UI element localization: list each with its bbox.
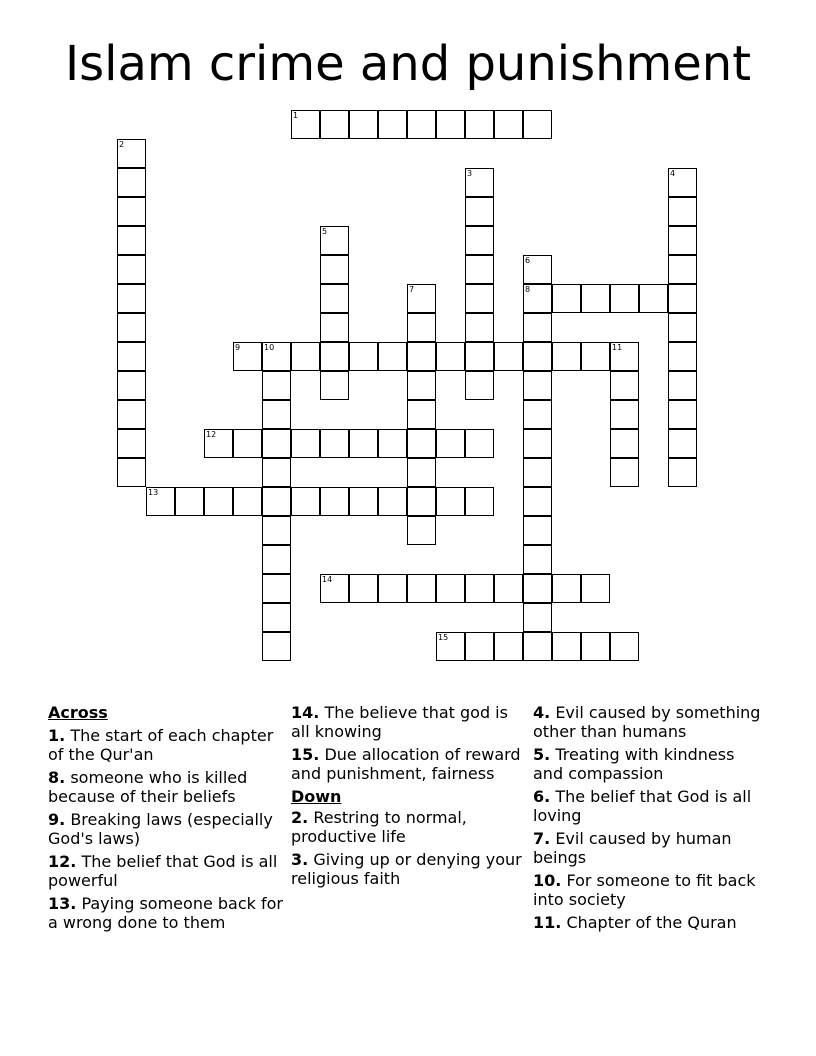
grid-cell[interactable]: [465, 168, 494, 197]
grid-cell[interactable]: [610, 632, 639, 661]
clue-text: The belief that God is all loving: [533, 787, 752, 825]
cell-number: 14: [322, 575, 333, 584]
grid-cell[interactable]: [262, 516, 291, 545]
clue-column-1: [48, 703, 284, 936]
grid-cell[interactable]: [465, 197, 494, 226]
clue-text: For someone to fit back into society: [533, 871, 756, 909]
grid-cell[interactable]: [407, 429, 436, 458]
grid-cell[interactable]: [465, 313, 494, 342]
cell-number: 15: [438, 633, 449, 642]
grid-cell[interactable]: [668, 255, 697, 284]
grid-cell[interactable]: [523, 371, 552, 400]
grid-cell[interactable]: [465, 284, 494, 313]
grid-cell[interactable]: [465, 429, 494, 458]
grid-cell[interactable]: [146, 487, 175, 516]
cell-number: 4: [670, 169, 676, 178]
grid-cell[interactable]: [668, 226, 697, 255]
clue-number: 12.: [48, 852, 77, 871]
grid-cell[interactable]: [117, 400, 146, 429]
clue-number: 8.: [48, 768, 66, 787]
grid-cell[interactable]: [117, 371, 146, 400]
cell-number: 12: [206, 430, 217, 439]
cell-number: 7: [409, 285, 415, 294]
grid-cell[interactable]: [523, 632, 552, 661]
grid-cell[interactable]: [407, 313, 436, 342]
grid-cell[interactable]: [233, 342, 262, 371]
clue-text: The believe that god is all knowing: [291, 703, 508, 741]
clue-number: 10.: [533, 871, 562, 890]
grid-cell[interactable]: [233, 487, 262, 516]
clue-across-8: [48, 768, 284, 806]
grid-cell[interactable]: [175, 487, 204, 516]
cell-number: 9: [235, 343, 241, 352]
grid-cell[interactable]: [117, 284, 146, 313]
clue-number: 15.: [291, 745, 320, 764]
clue-number: 2.: [291, 808, 309, 827]
page-title: Islam crime and punishment: [64, 36, 752, 92]
clue-text: Breaking laws (especially God's laws): [48, 810, 273, 848]
clue-text: Chapter of the Quran: [566, 913, 737, 932]
grid-cell[interactable]: [668, 371, 697, 400]
grid-cell[interactable]: [407, 371, 436, 400]
grid-cell[interactable]: [523, 342, 552, 371]
cell-number: 2: [119, 140, 125, 149]
grid-cell[interactable]: [117, 168, 146, 197]
grid-cell[interactable]: [610, 342, 639, 371]
grid-cell[interactable]: [262, 342, 291, 371]
grid-cell[interactable]: [320, 342, 349, 371]
cell-number: 6: [525, 256, 531, 265]
grid-cell[interactable]: [436, 632, 465, 661]
grid-cell[interactable]: [523, 313, 552, 342]
grid-cell[interactable]: [262, 574, 291, 603]
grid-cell[interactable]: [523, 400, 552, 429]
grid-cell[interactable]: [436, 487, 465, 516]
clue-down-3: [291, 850, 527, 888]
grid-cell[interactable]: [320, 110, 349, 139]
grid-cell[interactable]: [117, 197, 146, 226]
grid-cell[interactable]: [610, 400, 639, 429]
clue-text: Giving up or denying your religious faith: [291, 850, 522, 888]
across-heading: Across: [48, 703, 108, 722]
grid-cell[interactable]: [494, 342, 523, 371]
grid-cell[interactable]: [262, 458, 291, 487]
grid-cell[interactable]: [117, 429, 146, 458]
grid-cell[interactable]: [523, 545, 552, 574]
grid-cell[interactable]: [523, 429, 552, 458]
clue-column-3: [533, 703, 769, 936]
grid-cell[interactable]: [378, 429, 407, 458]
grid-cell[interactable]: [494, 110, 523, 139]
clue-down-5: [533, 745, 769, 783]
grid-cell[interactable]: [668, 342, 697, 371]
grid-cell[interactable]: [523, 516, 552, 545]
clue-down-10: [533, 871, 769, 909]
grid-cell[interactable]: [320, 574, 349, 603]
grid-cell[interactable]: [523, 487, 552, 516]
grid-cell[interactable]: [465, 487, 494, 516]
grid-cell[interactable]: [320, 255, 349, 284]
clue-number: 6.: [533, 787, 551, 806]
grid-cell[interactable]: [262, 371, 291, 400]
clue-text: Evil caused by something other than humans: [533, 703, 761, 741]
clue-text: Due allocation of reward and punishment, fairness: [291, 745, 521, 783]
clue-number: 14.: [291, 703, 320, 722]
grid-cell[interactable]: [320, 226, 349, 255]
grid-cell[interactable]: [407, 400, 436, 429]
grid-cell[interactable]: [407, 487, 436, 516]
grid-cell[interactable]: [465, 342, 494, 371]
grid-cell[interactable]: [465, 226, 494, 255]
clue-down-4: [533, 703, 769, 741]
grid-cell[interactable]: [552, 632, 581, 661]
grid-cell[interactable]: [668, 313, 697, 342]
down-heading: Down: [291, 787, 342, 806]
grid-cell[interactable]: [581, 574, 610, 603]
clue-number: 4.: [533, 703, 551, 722]
grid-cell[interactable]: [349, 342, 378, 371]
clue-text: Treating with kindness and compassion: [533, 745, 735, 783]
clue-across-15: [291, 745, 527, 783]
grid-cell[interactable]: [349, 574, 378, 603]
grid-cell[interactable]: [320, 313, 349, 342]
clue-number: 3.: [291, 850, 309, 869]
grid-cell[interactable]: [610, 284, 639, 313]
grid-cell[interactable]: [407, 342, 436, 371]
grid-cell[interactable]: [668, 400, 697, 429]
cell-number: 1: [293, 111, 299, 120]
clue-down-11: [533, 913, 769, 932]
grid-cell[interactable]: [668, 168, 697, 197]
grid-cell[interactable]: [407, 516, 436, 545]
grid-cell[interactable]: [436, 574, 465, 603]
grid-cell[interactable]: [262, 545, 291, 574]
grid-cell[interactable]: [523, 255, 552, 284]
grid-cell[interactable]: [552, 342, 581, 371]
clue-down-7: [533, 829, 769, 867]
clue-number: 11.: [533, 913, 562, 932]
grid-cell[interactable]: [436, 342, 465, 371]
grid-cell[interactable]: [552, 284, 581, 313]
cell-number: 3: [467, 169, 473, 178]
grid-cell[interactable]: [320, 284, 349, 313]
grid-cell[interactable]: [320, 371, 349, 400]
grid-cell[interactable]: [378, 574, 407, 603]
grid-cell[interactable]: [291, 110, 320, 139]
grid-cell[interactable]: [262, 400, 291, 429]
clue-number: 5.: [533, 745, 551, 764]
clue-number: 13.: [48, 894, 77, 913]
grid-cell[interactable]: [523, 603, 552, 632]
grid-cell[interactable]: [465, 110, 494, 139]
grid-cell[interactable]: [523, 574, 552, 603]
grid-cell[interactable]: [117, 342, 146, 371]
clue-text: Evil caused by human beings: [533, 829, 732, 867]
grid-cell[interactable]: [465, 255, 494, 284]
grid-cell[interactable]: [610, 458, 639, 487]
grid-cell[interactable]: [117, 226, 146, 255]
grid-cell[interactable]: [349, 487, 378, 516]
grid-cell[interactable]: [523, 458, 552, 487]
clue-text: Restring to normal, productive life: [291, 808, 467, 846]
grid-cell[interactable]: [349, 110, 378, 139]
grid-cell[interactable]: [465, 632, 494, 661]
grid-cell[interactable]: [610, 429, 639, 458]
grid-cell[interactable]: [523, 110, 552, 139]
clue-text: The start of each chapter of the Qur'an: [48, 726, 274, 764]
clue-text: The belief that God is all powerful: [48, 852, 278, 890]
grid-cell[interactable]: [407, 284, 436, 313]
grid-cell[interactable]: [262, 429, 291, 458]
grid-cell[interactable]: [349, 429, 378, 458]
grid-cell[interactable]: [233, 429, 262, 458]
grid-cell[interactable]: [465, 371, 494, 400]
grid-cell[interactable]: [262, 603, 291, 632]
grid-cell[interactable]: [552, 574, 581, 603]
grid-cell[interactable]: [378, 487, 407, 516]
cell-number: 8: [525, 285, 531, 294]
grid-cell[interactable]: [117, 139, 146, 168]
grid-cell[interactable]: [581, 284, 610, 313]
grid-cell[interactable]: [407, 574, 436, 603]
grid-cell[interactable]: [204, 429, 233, 458]
grid-cell[interactable]: [117, 255, 146, 284]
grid-cell[interactable]: [320, 487, 349, 516]
grid-cell[interactable]: [262, 487, 291, 516]
grid-cell[interactable]: [523, 284, 552, 313]
clue-number: 9.: [48, 810, 66, 829]
clue-column-2: [291, 703, 527, 892]
clue-down-6: [533, 787, 769, 825]
grid-cell[interactable]: [117, 313, 146, 342]
clue-number: 7.: [533, 829, 551, 848]
clue-down-2: [291, 808, 527, 846]
cell-number: 10: [264, 343, 275, 352]
grid-cell[interactable]: [204, 487, 233, 516]
grid-cell[interactable]: [581, 342, 610, 371]
grid-cell[interactable]: [436, 429, 465, 458]
cell-number: 5: [322, 227, 328, 236]
clue-across-9: [48, 810, 284, 848]
grid-cell[interactable]: [291, 487, 320, 516]
clue-across-12: [48, 852, 284, 890]
grid-cell[interactable]: [465, 574, 494, 603]
clue-text: someone who is killed because of their beliefs: [48, 768, 248, 806]
clue-number: 1.: [48, 726, 66, 745]
grid-cell[interactable]: [639, 284, 668, 313]
clue-across-13: [48, 894, 284, 932]
grid-cell[interactable]: [668, 429, 697, 458]
grid-cell[interactable]: [668, 284, 697, 313]
grid-cell[interactable]: [378, 342, 407, 371]
clue-text: Paying someone back for a wrong done to them: [48, 894, 283, 932]
grid-cell[interactable]: [117, 458, 146, 487]
cell-number: 11: [612, 343, 623, 352]
grid-cell[interactable]: [668, 197, 697, 226]
grid-cell[interactable]: [407, 110, 436, 139]
grid-cell[interactable]: [494, 574, 523, 603]
clue-across-1: [48, 726, 284, 764]
cell-number: 13: [148, 488, 159, 497]
grid-cell[interactable]: [407, 458, 436, 487]
grid-cell[interactable]: [436, 110, 465, 139]
clue-across-14: [291, 703, 527, 741]
grid-cell[interactable]: [378, 110, 407, 139]
grid-cell[interactable]: [581, 632, 610, 661]
grid-cell[interactable]: [320, 429, 349, 458]
grid-cell[interactable]: [262, 632, 291, 661]
grid-cell[interactable]: [668, 458, 697, 487]
grid-cell[interactable]: [291, 342, 320, 371]
grid-cell[interactable]: [291, 429, 320, 458]
grid-cell[interactable]: [494, 632, 523, 661]
grid-cell[interactable]: [610, 371, 639, 400]
